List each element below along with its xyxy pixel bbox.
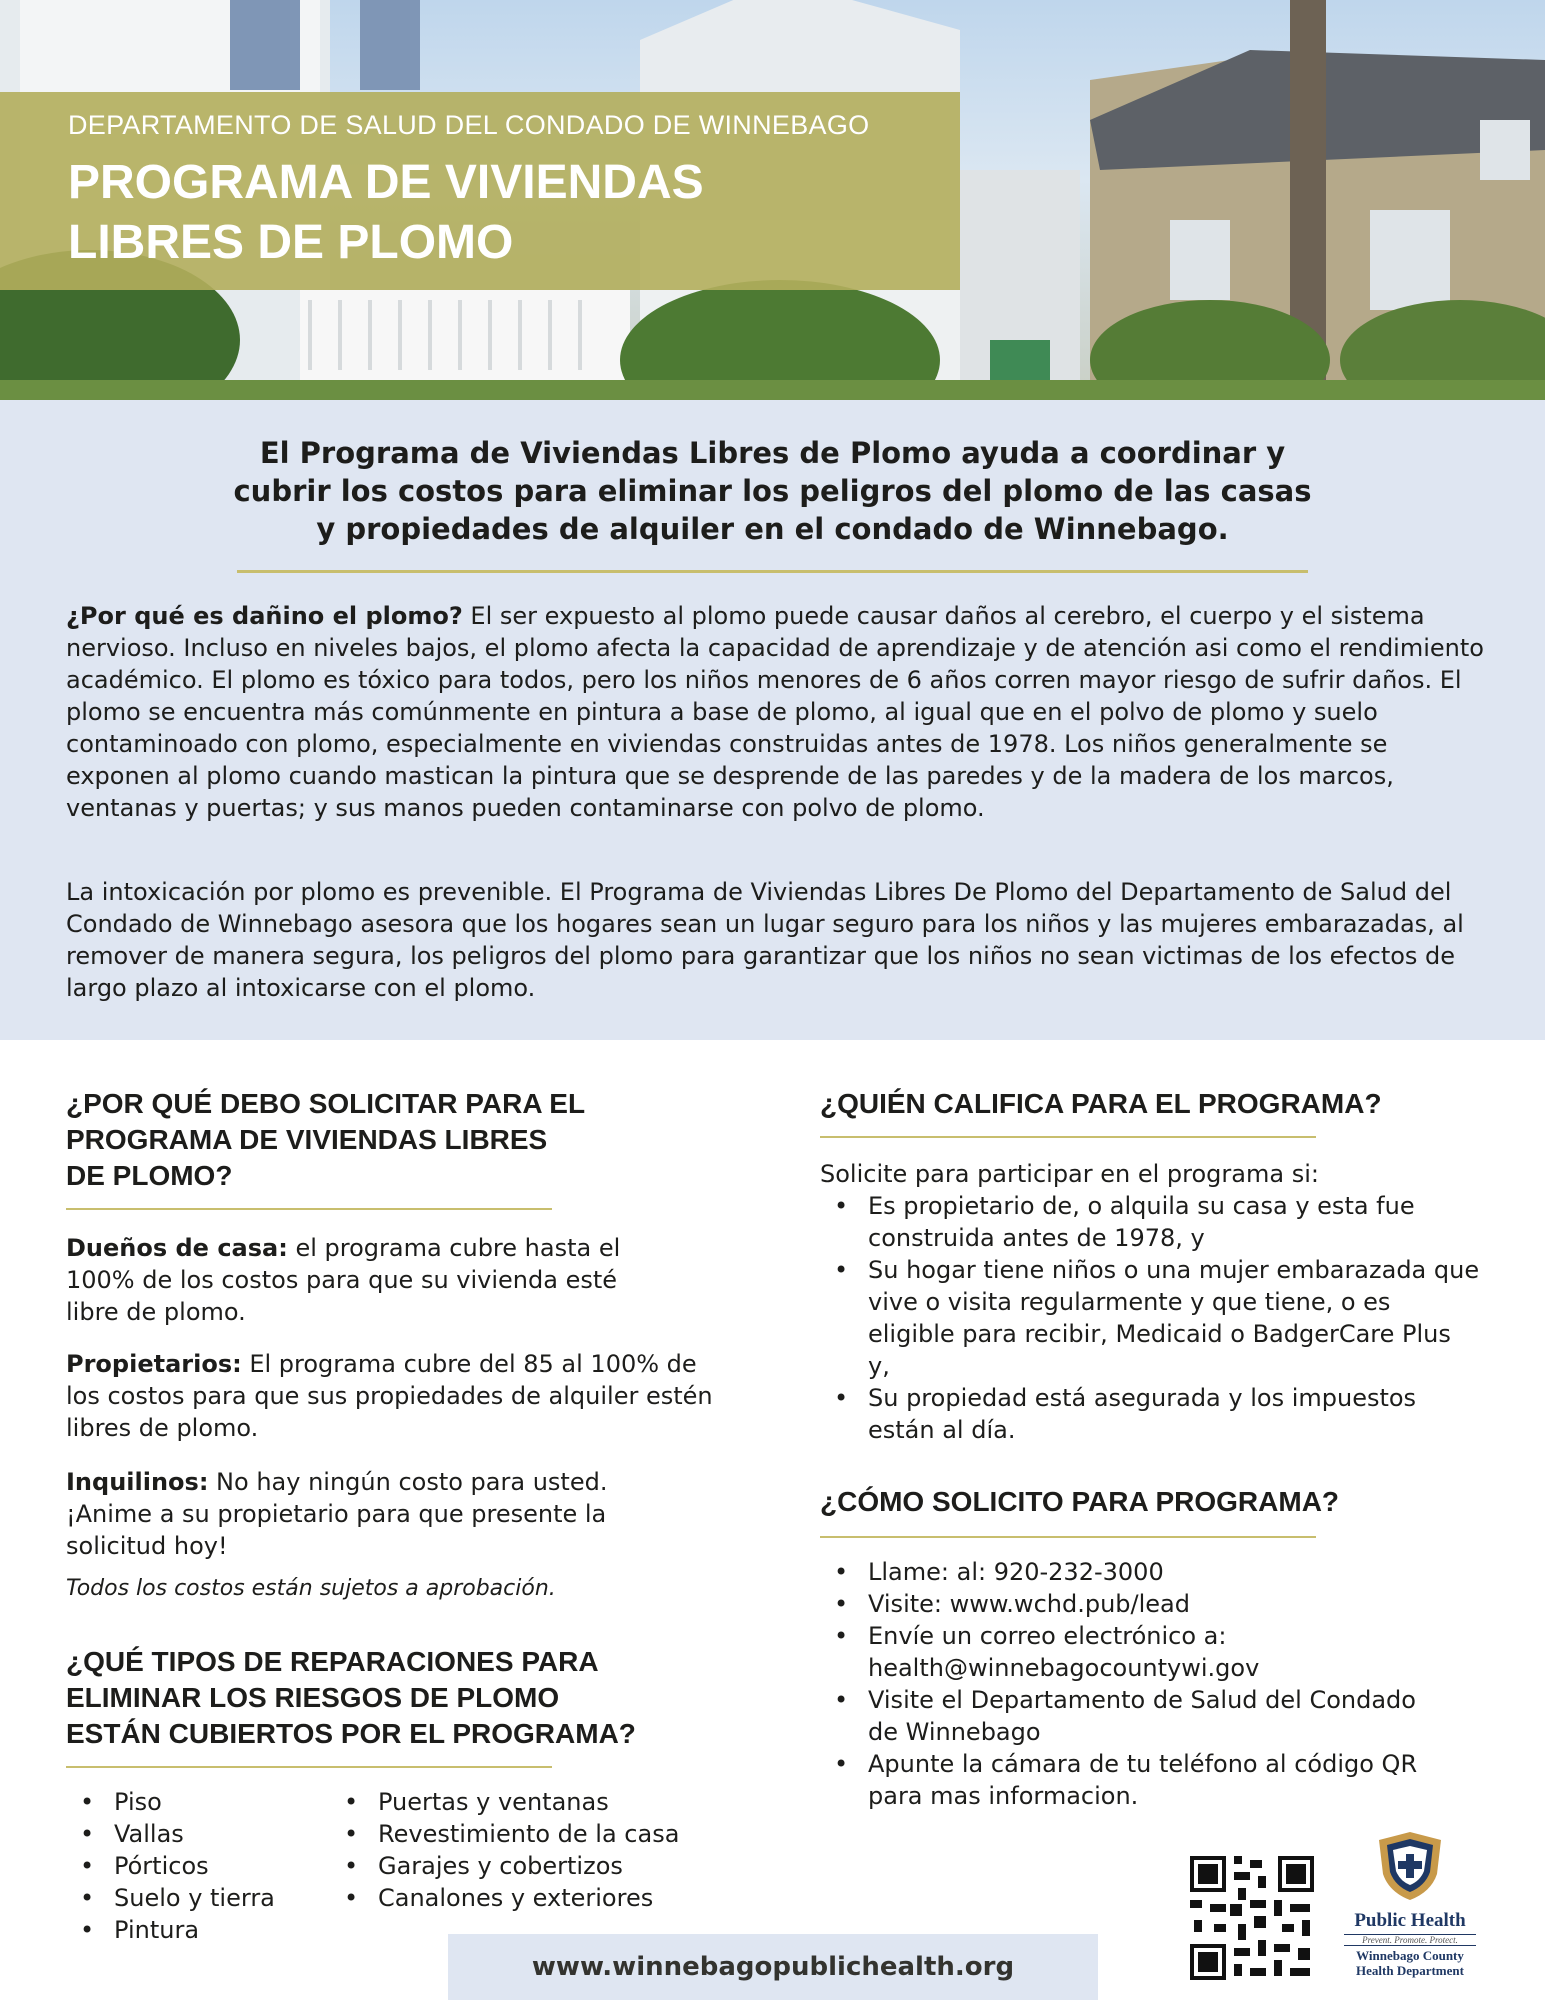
landlords-label: Propietarios: xyxy=(66,1350,242,1378)
list-item: • Pórticos xyxy=(66,1850,326,1882)
hero-banner xyxy=(0,0,1545,400)
program-title-line1: PROGRAMA DE VIVIENDAS xyxy=(68,156,704,209)
shield-icon xyxy=(1375,1830,1445,1902)
prevention-paragraph: La intoxicación por plomo es prevenible. El Programa de Viviendas Libres De Plomo del Departamento de Salud del Condado de Winnebago asesora que los hogares sean un lugar seguro para los niños y las mujeres embarazadas, al remover de manera segura, los peligros del plomo para garantizar que los niños no sean victimas de los efectos de largo plazo al intoxicarse con el plomo. xyxy=(66,878,1464,1002)
department-name: DEPARTAMENTO DE SALUD DEL CONDADO DE WINNEBAGO xyxy=(68,110,870,140)
homeowners-text: el programa cubre hasta el 100% de los costos para que su vivienda esté libre de plomo. xyxy=(66,1234,621,1326)
qualifies-intro: Solicite para participar en el programa si: xyxy=(820,1160,1319,1188)
repairs-heading-line3: ESTÁN CUBIERTOS POR EL PROGRAMA? xyxy=(66,1718,636,1749)
list-item: • Visite el Departamento de Salud del Condado de Winnebago xyxy=(820,1684,1420,1748)
program-title xyxy=(68,153,828,273)
list-item: • Su propiedad está asegurada y los impuestos están al día. xyxy=(820,1382,1480,1446)
landlords-text: El programa cubre del 85 al 100% de los costos para que sus propiedades de alquiler estén libres de plomo. xyxy=(66,1350,713,1442)
repairs-heading-line2: ELIMINAR LOS RIESGOS DE PLOMO xyxy=(66,1682,560,1713)
repairs-heading xyxy=(66,1644,766,1752)
apply-divider xyxy=(820,1536,1316,1538)
list-item: • Garajes y cobertizos xyxy=(330,1850,750,1882)
list-item: • Su hogar tiene niños o una mujer embarazada que vive o visita regularmente y que tiene, o es eligible para recibir, Medicaid o BadgerCare Plus y, xyxy=(820,1254,1480,1382)
tenants-paragraph xyxy=(66,1466,696,1562)
qr-code-icon[interactable] xyxy=(1186,1852,1318,1984)
repairs-list-col1 xyxy=(66,1786,326,1946)
why-harmful-paragraph xyxy=(66,600,1486,824)
list-item: • Revestimiento de la casa xyxy=(330,1818,750,1850)
program-title-line2: LIBRES DE PLOMO xyxy=(68,216,514,269)
why-harmful-text: El ser expuesto al plomo puede causar daños al cerebro, el cuerpo y el sistema nervioso. Incluso en niveles bajos, el plomo afecta la capacidad de aprendizaje y de atención asi como el rendimiento académico. El plomo es tóxico para todos, pero los niños menores de 6 años corren mayor riesgo de sufrir daños. El plomo se encuentra más comúnmente en pintura a base de plomo, al igual que en el polvo de plomo y suelo contaminoado con plomo, especialmente en viviendas construidas antes de 1978. Los niños generalmente se exponen al plomo cuando mastican la pintura que se desprende de las paredes y de la madera de los marcos, ventanas y puertas; y sus manos pueden contaminarse con polvo de plomo. xyxy=(66,602,1484,822)
tenants-label: Inquilinos: xyxy=(66,1468,209,1496)
cost-approval-note: Todos los costos están sujetos a aprobación. xyxy=(66,1576,556,1601)
list-item: • Vallas xyxy=(66,1818,326,1850)
repairs-divider xyxy=(66,1766,552,1768)
title-banner xyxy=(0,92,960,290)
logo-org-line2: Health Department xyxy=(1356,1963,1464,1978)
public-health-logo xyxy=(1340,1830,1480,1990)
list-item: • Puertas y ventanas xyxy=(330,1786,750,1818)
qualifies-heading: ¿QUIÉN CALIFICA PARA EL PROGRAMA? xyxy=(820,1088,1382,1119)
list-item: • Llame: al: 920-232-3000 xyxy=(820,1556,1420,1588)
homeowners-label: Dueños de casa: xyxy=(66,1234,288,1262)
repairs-list-col2 xyxy=(330,1786,750,1914)
apply-heading: ¿CÓMO SOLICITO PARA PROGRAMA? xyxy=(820,1486,1340,1517)
list-item: • Envíe un correo electrónico a: health@winnebagocountywi.gov xyxy=(820,1620,1420,1684)
landlords-paragraph xyxy=(66,1348,726,1444)
why-apply-heading-line2: PROGRAMA DE VIVIENDAS LIBRES xyxy=(66,1124,548,1155)
lead-divider xyxy=(237,570,1308,573)
repairs-heading-line1: ¿QUÉ TIPOS DE REPARACIONES PARA xyxy=(66,1646,599,1677)
tenants-text: No hay ningún costo para usted. ¡Anime a su propietario para que presente la solicitud hoy! xyxy=(66,1468,608,1560)
logo-tagline: Prevent. Promote. Protect. xyxy=(1344,1934,1476,1946)
why-apply-heading xyxy=(66,1086,746,1194)
list-item: • Canalones y exteriores xyxy=(330,1882,750,1914)
logo-title: Public Health xyxy=(1354,1910,1466,1931)
list-item: • Piso xyxy=(66,1786,326,1818)
why-apply-divider xyxy=(66,1208,552,1210)
lead-statement: El Programa de Viviendas Libres de Plomo ayuda a coordinar y cubrir los costos para eliminar los peligros del plomo de las casas y propiedades de alquiler en el condado de Winnebago. xyxy=(233,436,1312,546)
website-link[interactable]: www.winnebagopublichealth.org xyxy=(448,1934,1098,2000)
list-item: • Es propietario de, o alquila su casa y esta fue construida antes de 1978, y xyxy=(820,1190,1480,1254)
homeowners-paragraph xyxy=(66,1232,666,1328)
qualifies-divider xyxy=(820,1136,1316,1138)
logo-org-line1: Winnebago County xyxy=(1356,1948,1464,1963)
why-apply-heading-line3: DE PLOMO? xyxy=(66,1160,233,1191)
qualifies-list xyxy=(820,1190,1480,1446)
list-item: • Pintura xyxy=(66,1914,326,1946)
list-item: • Suelo y tierra xyxy=(66,1882,326,1914)
why-apply-heading-line1: ¿POR QUÉ DEBO SOLICITAR PARA EL xyxy=(66,1088,586,1119)
list-item: • Apunte la cámara de tu teléfono al código QR para mas informacion. xyxy=(820,1748,1420,1812)
list-item: • Visite: www.wchd.pub/lead xyxy=(820,1588,1420,1620)
intro-section xyxy=(0,400,1545,1040)
apply-list xyxy=(820,1556,1420,1812)
why-harmful-label: ¿Por qué es dañino el plomo? xyxy=(66,602,463,630)
